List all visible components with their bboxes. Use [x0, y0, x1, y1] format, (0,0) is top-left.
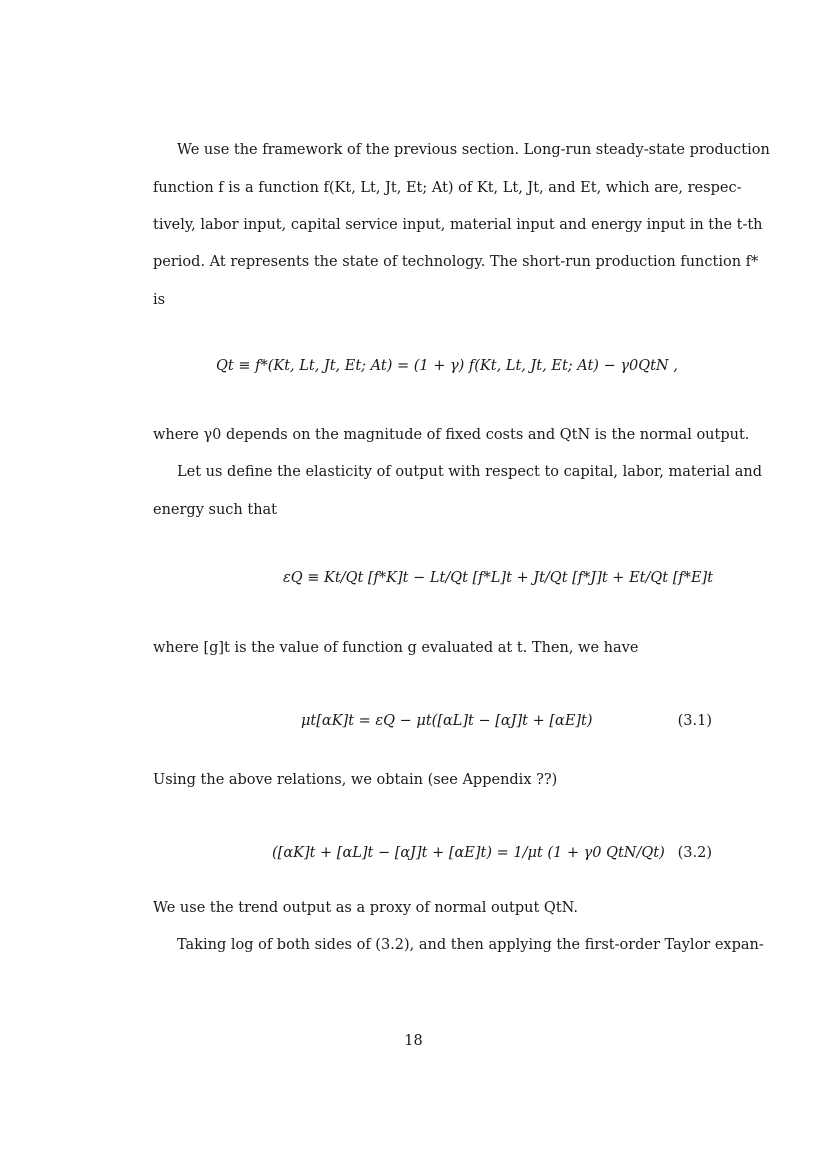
paragraph-6: We use the trend output as a proxy of normal output QtN. — [153, 900, 579, 916]
paragraph-1-line-2: function f is a function f(Kt, Lt, Jt, Et; At) of Kt, Lt, Jt, and Et, which are, respec- — [153, 180, 742, 196]
paragraph-5: Using the above relations, we obtain (see Appendix ??) — [153, 772, 558, 788]
paragraph-1-line-4: period. At represents the state of technology. The short-run production function f* — [153, 254, 759, 270]
equation-3-1: μt[αK]t = εQ − μt([αL]t − [αJ]t + [αE]t) — [301, 713, 593, 729]
paragraph-7: Taking log of both sides of (3.2), and then applying the first-order Taylor expan- — [177, 937, 764, 953]
paragraph-3-line-2: energy such that — [153, 502, 278, 518]
equation-short-run-production: Qt ≡ f*(Kt, Lt, Jt, Et; At) = (1 + γ) f(Kt, Lt, Jt, Et; At) − γ0QtN , — [216, 358, 678, 374]
paragraph-4: where [g]t is the value of function g evaluated at t. Then, we have — [153, 640, 639, 656]
equation-output-elasticity: εQ ≡ Kt/Qt [f*K]t − Lt/Qt [f*L]t + Jt/Qt [f*J]t + Et/Qt [f*E]t — [283, 570, 714, 586]
equation-3-2: ([αK]t + [αL]t − [αJ]t + [αE]t) = 1/μt (1 + γ0 QtN/Qt) — [272, 845, 665, 861]
paragraph-3-line-1: Let us define the elasticity of output with respect to capital, labor, material and — [177, 464, 763, 480]
paragraph-1-line-1: We use the framework of the previous section. Long-run steady-state production — [177, 142, 770, 158]
equation-number-3-1: (3.1) — [677, 713, 712, 729]
paragraph-1-line-3: tively, labor input, capital service input, material input and energy input in the t-th — [153, 217, 763, 233]
paragraph-2: where γ0 depends on the magnitude of fixed costs and QtN is the normal output. — [153, 427, 750, 443]
equation-number-3-2: (3.2) — [677, 845, 712, 861]
paragraph-1-line-5: is — [153, 292, 166, 308]
page-number: 18 — [404, 1033, 423, 1049]
